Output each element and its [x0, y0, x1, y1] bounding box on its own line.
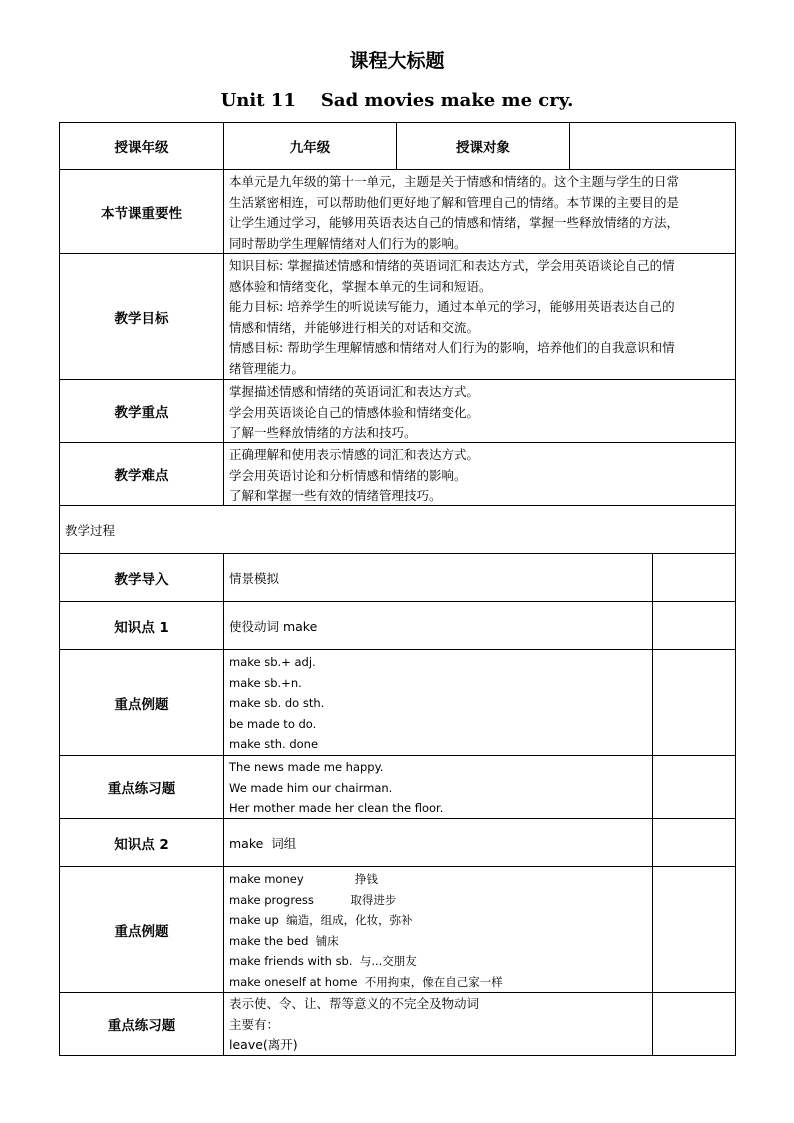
examples1-row	[60, 650, 736, 756]
exercise-line: 表示使、令、让、帮等意义的不完全及物动词	[229, 996, 480, 1012]
text-line: 学会用英语讨论和分析情感和情绪的影响。	[229, 467, 467, 483]
examples1-label: 重点例题	[60, 650, 224, 755]
audience-value	[570, 123, 736, 169]
example-line: be made to do.	[229, 716, 317, 731]
example-line: make sb. do sth.	[229, 696, 325, 711]
exercise-line: The news made me happy.	[229, 760, 384, 775]
grade-label: 授课年级	[60, 123, 224, 169]
exercises1-label: 重点练习题	[60, 756, 224, 818]
intro-row	[60, 554, 736, 602]
text-line: 学会用英语谈论自己的情感体验和情绪变化。	[229, 404, 480, 420]
text-line: 了解和掌握一些有效的情绪管理技巧。	[229, 488, 442, 503]
text-line: 情感和情绪，并能够进行相关的对话和交流。	[229, 319, 480, 335]
text-line: 同时帮助学生理解情绪对人们行为的影响。	[229, 235, 467, 251]
examples2-text	[224, 867, 653, 992]
text-line: 了解一些释放情绪的方法和技巧。	[229, 425, 417, 440]
example-line: make oneself at home 不用拘束，像在自己家一样	[229, 974, 503, 989]
example-line: make progress 取得进步	[229, 892, 397, 907]
example-line: make friends with sb. 与...交朋友	[229, 954, 417, 968]
objectives-row	[60, 254, 736, 380]
example-line: make sb.+n.	[229, 675, 302, 690]
point2-value: make 词组	[224, 819, 653, 866]
point2-label: 知识点 2	[60, 819, 224, 866]
exercises1-row	[60, 756, 736, 819]
point1-notes	[653, 602, 736, 649]
exercise-line: We made him our chairman.	[229, 780, 393, 795]
point1-row	[60, 602, 736, 650]
exercises1-text	[224, 756, 653, 818]
intro-notes	[653, 554, 736, 601]
text-line: 本单元是九年级的第十一单元，主题是关于情感和情绪的。这个主题与学生的日常	[229, 174, 680, 189]
point1-value: 使役动词 make	[224, 602, 653, 649]
examples2-notes	[653, 867, 736, 992]
example-line: make the bed 铺床	[229, 933, 339, 948]
importance-row	[60, 170, 736, 254]
text-line: 绪管理能力。	[229, 360, 305, 376]
example-line: make sb.+ adj.	[229, 655, 316, 670]
difficulties-row	[60, 443, 736, 506]
audience-label: 授课对象	[397, 123, 570, 169]
example-line: make up 编造，组成，化妆，弥补	[229, 913, 413, 927]
text-line: 情感目标: 帮助学生理解情感和情绪对人们行为的影响，培养他们的自我意识和情	[229, 340, 675, 355]
examples1-notes	[653, 650, 736, 755]
exercises1-notes	[653, 756, 736, 818]
example-line: make money 挣钱	[229, 872, 378, 886]
point2-notes	[653, 819, 736, 866]
example-line: make sth. done	[229, 737, 319, 752]
difficulties-text	[224, 443, 736, 505]
examples2-label: 重点例题	[60, 867, 224, 992]
text-line: 生活紧密相连，可以帮助他们更好地了解和管理自己的情绪。本节课的主要目的是	[229, 194, 680, 210]
text-line: 能力目标: 培养学生的听说读写能力，通过本单元的学习，能够用英语表达自己的	[229, 299, 675, 314]
key-points-text	[224, 380, 736, 442]
exercise-line: leave(离开)	[229, 1037, 298, 1053]
difficulties-label: 教学难点	[60, 443, 224, 505]
grade-value: 九年级	[224, 123, 397, 169]
lesson-plan-table	[59, 122, 736, 1056]
objectives-text	[224, 254, 736, 379]
importance-text	[224, 170, 736, 253]
document-title: 课程大标题	[349, 50, 445, 72]
text-line: 让学生通过学习，能够用英语表达自己的情感和情绪，掌握一些释放情绪的方法，	[229, 215, 680, 230]
key-points-label: 教学重点	[60, 380, 224, 442]
text-line: 感体验和情绪变化，掌握本单元的生词和短语。	[229, 278, 492, 294]
examples2-row	[60, 867, 736, 993]
importance-label: 本节课重要性	[60, 170, 224, 253]
info-row	[60, 123, 736, 170]
point2-row	[60, 819, 736, 867]
examples1-text	[224, 650, 653, 755]
exercises2-text	[224, 993, 653, 1055]
exercises2-label: 重点练习题	[60, 993, 224, 1055]
unit-subtitle: Unit 11 Sad movies make me cry.	[220, 90, 574, 111]
process-row	[60, 506, 736, 554]
text-line: 掌握描述情感和情绪的英语词汇和表达方式。	[229, 384, 480, 399]
exercise-line: 主要有：	[229, 1016, 280, 1032]
key-points-row	[60, 380, 736, 443]
text-line: 正确理解和使用表示情感的词汇和表达方式。	[229, 447, 480, 462]
intro-label: 教学导入	[60, 554, 224, 601]
intro-value: 情景模拟	[224, 554, 653, 601]
point1-label: 知识点 1	[60, 602, 224, 649]
exercise-line: Her mother made her clean the floor.	[229, 801, 444, 816]
exercises2-notes	[653, 993, 736, 1055]
text-line: 知识目标: 掌握描述情感和情绪的英语词汇和表达方式，学会用英语谈论自己的情	[229, 258, 675, 273]
process-label: 教学过程	[60, 506, 736, 553]
objectives-label: 教学目标	[60, 254, 224, 379]
exercises2-row	[60, 993, 736, 1056]
